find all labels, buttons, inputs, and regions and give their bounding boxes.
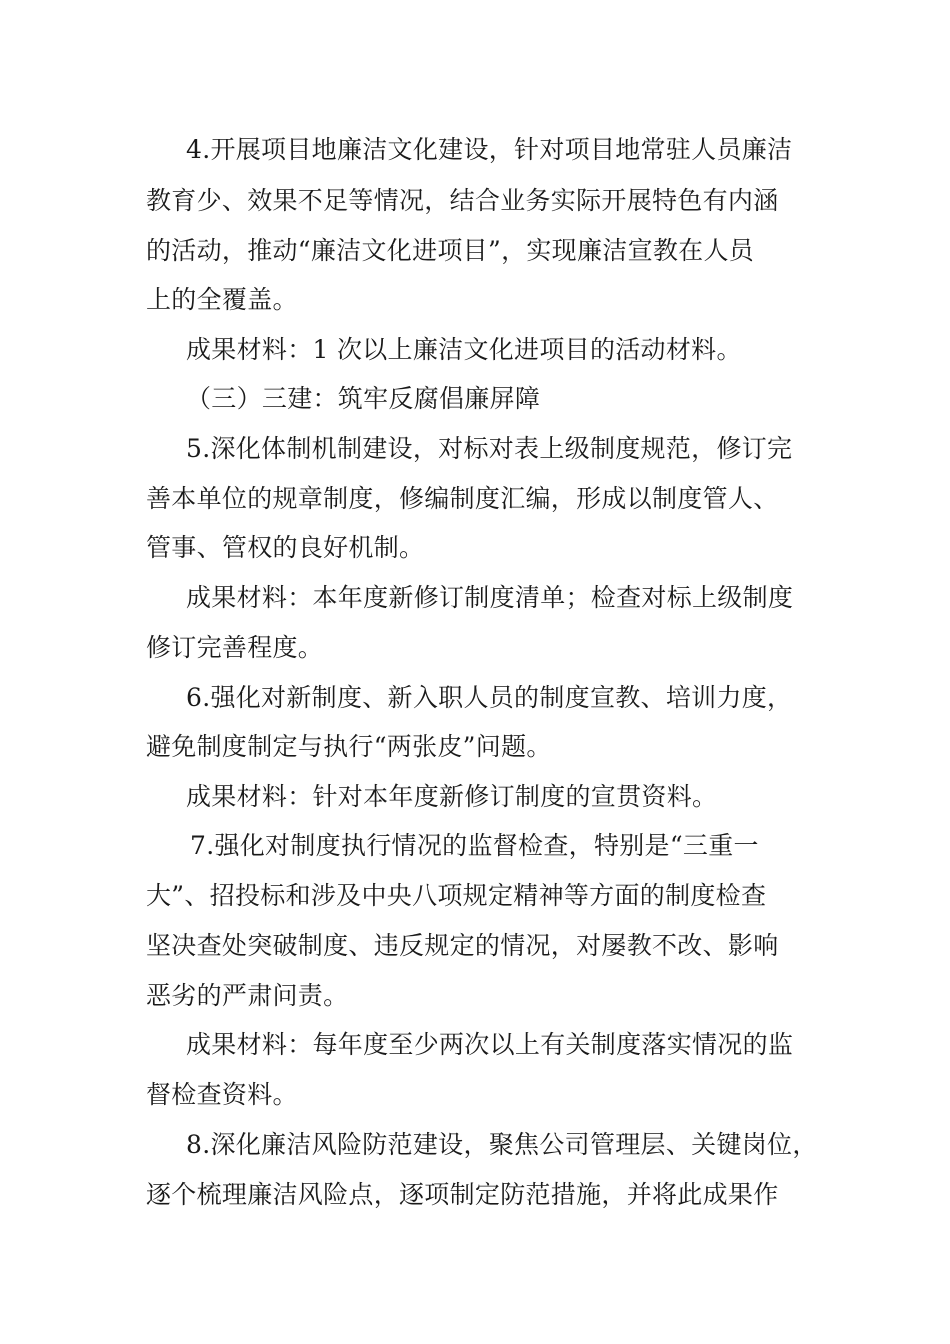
result-5-line-1: 成果材料：本年度新修订制度清单；检查对标上级制度 bbox=[186, 583, 794, 612]
result-7-line-2: 督检查资料。 bbox=[146, 1080, 298, 1109]
item-8-line-1: 8.深化廉洁风险防范建设，聚焦公司管理层、关键岗位， bbox=[186, 1130, 818, 1159]
item-6-line-1: 6.强化对新制度、新入职人员的制度宣教、培训力度， bbox=[186, 683, 793, 712]
item-4-line-2: 教育少、效果不足等情况，结合业务实际开展特色有内涵 bbox=[146, 186, 779, 215]
item-7-line-3: 坚决查处突破制度、违反规定的情况，对屡教不改、影响 bbox=[146, 931, 779, 960]
result-4: 成果材料：1 次以上廉洁文化进项目的活动材料。 bbox=[186, 335, 742, 364]
item-7-line-1: 7.强化对制度执行情况的监督检查，特别是“三重一 bbox=[190, 831, 759, 860]
item-5-line-2: 善本单位的规章制度，修编制度汇编，形成以制度管人、 bbox=[146, 484, 779, 513]
item-8-line-2: 逐个梳理廉洁风险点，逐项制定防范措施，并将此成果作 bbox=[146, 1180, 779, 1209]
item-4-line-4: 上的全覆盖。 bbox=[146, 285, 298, 314]
item-5-line-1: 5.深化体制机制建设，对标对表上级制度规范，修订完 bbox=[186, 434, 793, 463]
result-5-line-2: 修订完善程度。 bbox=[146, 633, 324, 662]
result-6: 成果材料：针对本年度新修订制度的宣贯资料。 bbox=[186, 782, 718, 811]
section-heading-3: （三）三建：筑牢反腐倡廉屏障 bbox=[186, 384, 541, 413]
item-7-line-4: 恶劣的严肃问责。 bbox=[146, 981, 349, 1010]
item-6-line-2: 避免制度制定与执行“两张皮”问题。 bbox=[146, 732, 552, 761]
item-4-line-3: 的活动，推动“廉洁文化进项目”，实现廉洁宣教在人员 bbox=[146, 236, 755, 265]
item-5-line-3: 管事、管权的良好机制。 bbox=[146, 533, 425, 562]
result-7-line-1: 成果材料：每年度至少两次以上有关制度落实情况的监 bbox=[186, 1030, 794, 1059]
item-7-line-2: 大”、招投标和涉及中央八项规定精神等方面的制度检查 bbox=[146, 881, 767, 910]
item-4-line-1: 4.开展项目地廉洁文化建设，针对项目地常驻人员廉洁 bbox=[186, 135, 793, 164]
